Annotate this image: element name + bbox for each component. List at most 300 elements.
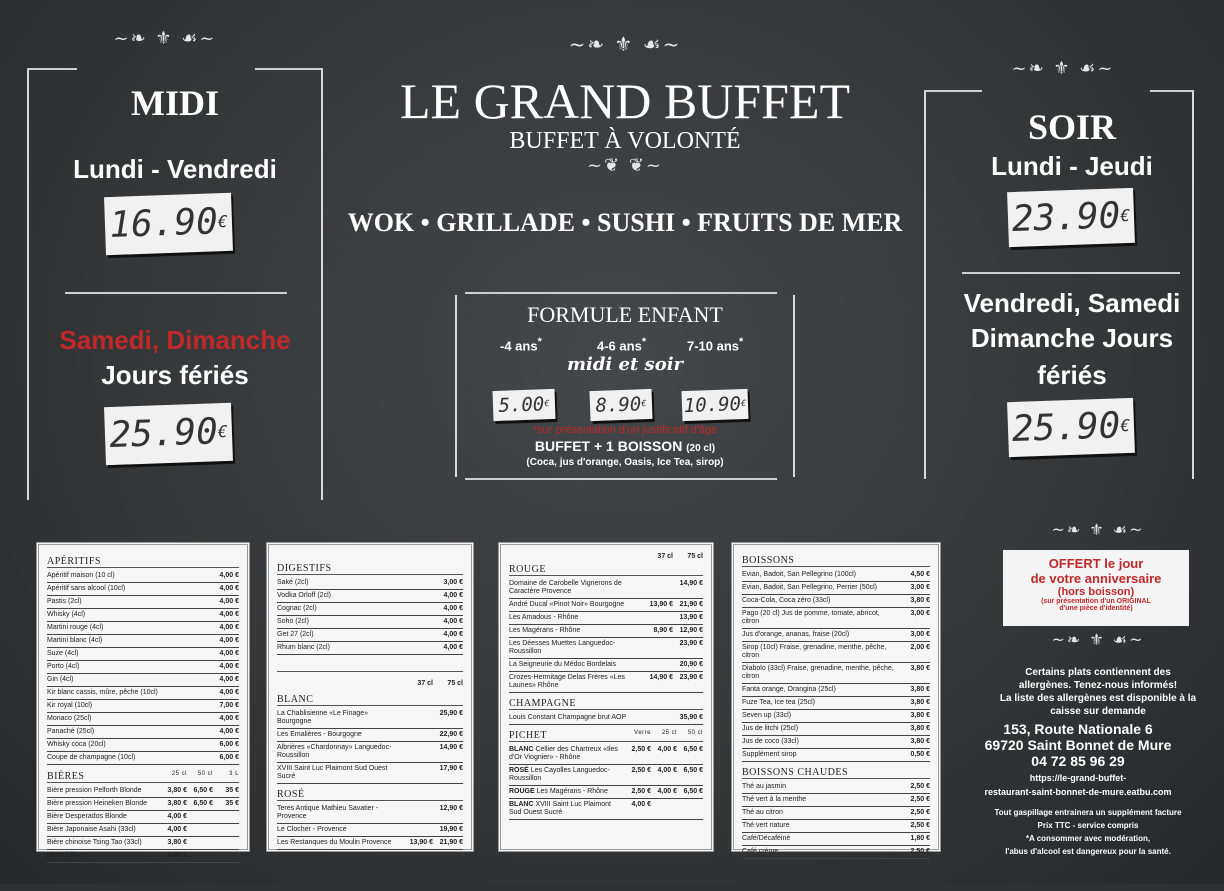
menu-row — [47, 583, 239, 596]
item-price-small: 8,90 € — [653, 627, 673, 634]
item-price: 4,00 € — [219, 637, 239, 644]
menu-row — [509, 712, 703, 725]
item-name: Martini rouge (4cl) — [47, 624, 104, 631]
item-name: Café crème — [742, 848, 779, 855]
item-desc: Les Cayolles Languedoc-Roussillon — [509, 767, 610, 782]
item-name: Get 27 (2cl) — [277, 631, 314, 638]
allergen-line: allergènes. Tenez-nous informés! — [1018, 680, 1178, 691]
menu-row — [509, 765, 703, 786]
item-name: Evian, Badoit, San Pellegrino (100cl) — [742, 571, 857, 578]
menu-row — [742, 749, 930, 762]
birthday-line2: de votre anniversaire — [1030, 571, 1162, 586]
item-price: 4,00 € — [443, 644, 463, 651]
midi-weekday-price: 16.90€ — [104, 193, 233, 255]
item-name: Café/Décaféiné — [742, 835, 791, 842]
item-price: 2,50 € — [910, 783, 930, 790]
menu-row — [47, 609, 239, 622]
item-name: Saké (2cl) — [277, 579, 309, 586]
bieres-list — [47, 785, 239, 863]
section-title: BOISSONS CHAUDES — [742, 765, 930, 779]
url-line: https://le-grand-buffet- — [1029, 773, 1127, 783]
menu-row — [277, 590, 463, 603]
item-price: 3,00 € — [443, 579, 463, 586]
item-name: Seven up (33cl) — [742, 712, 792, 719]
item-name: Fanta orange, Orangina (25cl) — [742, 686, 836, 693]
item-price: 3,80 € — [910, 699, 930, 706]
item-name: Les Amadous - Rhône — [509, 614, 579, 621]
card-digestifs — [266, 542, 474, 852]
enfant-title: FORMULE ENFANT — [527, 302, 723, 327]
item-price-verre: 4,00 € — [631, 801, 651, 808]
item-desc: XVIII Saint Luc Plaimont Sud Ouest Sucré — [509, 801, 611, 816]
item-name: Bière chinoise Tsing Tao (33cl) — [47, 839, 142, 846]
item-price-large: 14,90 € — [679, 580, 703, 587]
item-price: 3,80 € — [910, 725, 930, 732]
menu-row — [742, 629, 930, 642]
ornament-under-title: ~❦ ❦~ — [586, 155, 664, 176]
menu-row — [509, 578, 703, 599]
menu-row — [277, 803, 463, 824]
item-name: Les Restanques du Moulin Provence — [277, 839, 392, 846]
item-price-25cl: 4,00 € — [167, 826, 187, 833]
birthday-line1: OFFERT le jour — [1048, 556, 1144, 571]
menu-row — [277, 642, 463, 655]
item-price-25cl: 3,80 € — [167, 787, 187, 794]
item-name: Bière pression Heineken Blonde — [47, 800, 148, 807]
menu-row — [509, 625, 703, 638]
divider — [27, 68, 77, 70]
item-price-large: 14,90 € — [439, 744, 463, 751]
item-price: 3,00 € — [910, 584, 930, 591]
menu-row — [277, 729, 463, 742]
item-name: André Ducal «Pinot Noir» Bourgogne — [509, 601, 625, 608]
item-price: 4,00 € — [443, 592, 463, 599]
item-name: Coca-Cola, Coca zéro (33cl) — [742, 597, 831, 604]
item-name — [509, 746, 625, 762]
item-price-large: 22,90 € — [439, 731, 463, 738]
restaurant-title: LE GRAND BUFFET — [399, 73, 851, 129]
menu-row — [47, 726, 239, 739]
item-name: Martini blanc (4cl) — [47, 637, 103, 644]
enfant-script: midi et soir — [566, 354, 684, 375]
menu-row — [509, 599, 703, 612]
item-name: Diabolo (33cl) Fraise, grenadine, menthe, pêche, citron — [742, 665, 894, 680]
item-name: Bière pression Pelforth Blonde — [47, 787, 142, 794]
menu-row — [47, 687, 239, 700]
phone-number[interactable]: 04 72 85 96 29 — [1031, 753, 1125, 769]
item-desc: Cellier des Chartreux «Iles d'Or Viognier» - Rhône — [509, 746, 618, 761]
menu-row — [47, 850, 239, 863]
address-line1: 153, Route Nationale 6 — [1003, 721, 1153, 737]
item-name: Suze (4cl) — [47, 650, 79, 657]
allergen-info — [978, 666, 1218, 718]
ornament-birthday-bottom: ~❧ ⚜ ☙~ — [1051, 630, 1145, 649]
item-name: Cognac (2cl) — [277, 605, 317, 612]
soir-weekend-label-1: Vendredi, Samedi — [963, 288, 1181, 318]
menu-row — [742, 642, 930, 663]
menu-row — [47, 785, 239, 798]
item-name: Albrières «Chardonnay» Languedoc-Roussillon — [277, 744, 392, 759]
enfant-drinks: (Coca, jus d'orange, Oasis, Ice Tea, sirop) — [526, 457, 724, 468]
item-name: Coupe de champagne (10cl) — [47, 754, 136, 761]
item-desc: Les Magérans - Rhône — [536, 788, 608, 795]
item-price-3l: 35 € — [225, 800, 239, 807]
enfant-price3: 10.90€ — [681, 389, 748, 421]
item-name: Apéritif sans alcool (10cl) — [47, 585, 126, 592]
divider — [277, 671, 463, 672]
menu-row — [742, 723, 930, 736]
item-name — [509, 788, 625, 796]
divider — [465, 478, 777, 480]
footer-notes — [978, 806, 1198, 858]
item-price-50cl: 6,50 € — [683, 767, 703, 774]
item-price: 4,00 € — [219, 650, 239, 657]
menu-row — [277, 763, 463, 784]
item-name: Thé au citron — [742, 809, 783, 816]
website-link[interactable] — [978, 771, 1178, 799]
ornament-soir: ~❧ ⚜ ☙~ — [1011, 58, 1115, 79]
item-name: Thé au jasmin — [742, 783, 786, 790]
item-name: Evian, Badoit, San Pellegrino, Perrier (50cl) — [742, 584, 878, 591]
menu-row — [509, 612, 703, 625]
item-price-50cl: 6,50 € — [683, 788, 703, 795]
item-name: Kir blanc cassis, mûre, pêche (10cl) — [47, 689, 158, 696]
item-price: 3,80 € — [910, 665, 930, 672]
menu-row — [47, 752, 239, 765]
menu-row — [47, 798, 239, 811]
allergen-line: La liste des allergènes est disponible à la — [999, 693, 1197, 704]
item-name: Rhum blanc (2cl) — [277, 644, 330, 651]
section-title: DIGESTIFS — [277, 561, 463, 575]
item-price: 2,50 € — [910, 848, 930, 855]
divider — [962, 272, 1180, 274]
soir-title: SOIR — [1027, 107, 1117, 147]
item-name: Picon bière — [47, 852, 83, 859]
item-price-small: 13,90 € — [649, 601, 673, 608]
waste-note: Tout gaspillage entrainera un supplément facture — [994, 808, 1182, 817]
blanc-list — [277, 708, 463, 784]
item-price-small: 14,90 € — [649, 674, 673, 681]
ornament-birthday-top: ~❧ ⚜ ☙~ — [1051, 520, 1145, 539]
section-title: CHAMPAGNE — [509, 696, 703, 710]
item-type: ROSÉ — [509, 767, 529, 774]
item-price-verre: 2,50 € — [631, 788, 651, 795]
ornament-midi: ~❧ ⚜ ☙~ — [113, 28, 217, 49]
item-price: 1,80 € — [910, 835, 930, 842]
item-price: 3,80 € — [910, 712, 930, 719]
midi-holiday-label: Jours fériés — [101, 360, 249, 390]
item-name: XVIII Saint Luc Plaimont Sud Ouest Sucré — [277, 765, 388, 780]
blanc-col-headers: 37 cl 75 cl — [417, 680, 463, 687]
item-type: ROUGE — [509, 788, 535, 795]
section-title: APÉRITIFS — [47, 554, 239, 568]
restaurant-subtitle: BUFFET À VOLONTÉ — [509, 128, 741, 154]
item-price: 4,00 € — [219, 611, 239, 618]
item-name: Porto (4cl) — [47, 663, 80, 670]
item-price: 4,00 € — [219, 689, 239, 696]
item-name: Whisky coca (20cl) — [47, 741, 106, 748]
item-price-25cl: 3,80 € — [167, 839, 187, 846]
item-name: Domaine de Carobelle Vignerons de Caractère Provence — [509, 580, 622, 595]
section-title: BLANC — [277, 692, 463, 706]
menu-row — [47, 824, 239, 837]
item-price: 2,50 € — [910, 822, 930, 829]
menu-row — [509, 786, 703, 799]
item-price-25cl: 4,00 € — [657, 746, 677, 753]
item-price: 3,80 € — [910, 686, 930, 693]
item-price: 4,00 € — [443, 618, 463, 625]
menu-row — [742, 684, 930, 697]
card-boissons — [731, 542, 941, 855]
soir-weekend-price: 25.90€ — [1007, 398, 1135, 457]
item-name: Jus d'orange, ananas, fraise (20cl) — [742, 631, 850, 638]
item-name: Pago (20 cl) Jus de pomme, tomate, abricot, citron — [742, 610, 880, 625]
menu-row — [277, 824, 463, 837]
boissons-list — [742, 569, 930, 762]
soir-weekend-label-3: fériés — [1037, 360, 1107, 390]
enfant-age1: -4 ans* — [500, 336, 542, 354]
birthday-line3: (hors boisson) — [1057, 586, 1135, 598]
midi-title: MIDI — [131, 83, 219, 123]
item-price: 4,50 € — [910, 571, 930, 578]
ttc-note: Prix TTC - service compris — [1037, 821, 1139, 830]
item-name: Les Emalières - Bourgogne — [277, 731, 362, 738]
menu-row — [47, 739, 239, 752]
enfant-offer: BUFFET + 1 BOISSON (20 cl) — [534, 438, 716, 454]
section-title: PICHET Verre 25 cl 50 cl — [509, 730, 703, 741]
soir-weekend-label-2: Dimanche Jours — [970, 323, 1174, 353]
midi-weekend-price: 25.90€ — [104, 403, 233, 465]
item-price-large: 23,90 € — [679, 640, 703, 647]
menu-row — [742, 846, 930, 859]
menu-row — [47, 837, 239, 850]
item-price: 4,00 € — [443, 631, 463, 638]
item-name: Gin (4cl) — [47, 676, 74, 683]
section-title: ROSÉ — [277, 787, 463, 801]
item-name: Thé vert nature — [742, 822, 790, 829]
item-price: 4,00 € — [219, 585, 239, 592]
menu-row — [47, 700, 239, 713]
menu-row — [509, 638, 703, 659]
menu-row — [277, 837, 463, 850]
item-name: Monaco (25cl) — [47, 715, 92, 722]
item-price-small: 13,90 € — [409, 839, 433, 846]
item-price-50cl: 6,50 € — [193, 787, 213, 794]
item-price-large: 21,90 € — [679, 601, 703, 608]
divider — [255, 68, 323, 70]
item-name: Bière Japonaise Asahi (33cl) — [47, 826, 136, 833]
item-price-large: 19,90 € — [439, 826, 463, 833]
menu-row — [509, 672, 703, 693]
item-price-verre: 2,50 € — [631, 746, 651, 753]
menu-row — [742, 663, 930, 684]
item-price: 4,00 € — [219, 624, 239, 631]
menu-row — [742, 710, 930, 723]
cuisine-list: WOK • GRILLADE • SUSHI • FRUITS DE MER — [347, 208, 903, 237]
enfant-age3: 7-10 ans* — [687, 336, 744, 354]
item-name: Supplément sirop — [742, 751, 797, 758]
item-name: La Seigneurie du Médoc Bordelais — [509, 661, 617, 668]
menu-row — [277, 629, 463, 642]
item-price-large: 23,90 € — [679, 674, 703, 681]
item-name: Thé vert à la menthe — [742, 796, 807, 803]
soir-weekday-price: 23.90€ — [1007, 188, 1135, 247]
alcohol-note: l'abus d'alcool est dangereux pour la santé. — [1005, 847, 1171, 856]
menu-row — [742, 833, 930, 846]
item-price-large: 17,90 € — [439, 765, 463, 772]
item-price-25cl: 3,80 € — [167, 800, 187, 807]
menu-row — [47, 661, 239, 674]
menu-row — [742, 794, 930, 807]
item-name: Vodka Orloff (2cl) — [277, 592, 331, 599]
menu-row — [509, 799, 703, 820]
menu-row — [47, 648, 239, 661]
item-name: Pastis (2cl) — [47, 598, 82, 605]
item-price: 4,00 € — [219, 663, 239, 670]
menu-row — [509, 744, 703, 765]
menu-row — [742, 569, 930, 582]
item-price: 6,00 € — [219, 741, 239, 748]
item-price: 4,00 € — [219, 728, 239, 735]
item-price-large: 35,90 € — [679, 714, 703, 721]
divider — [65, 292, 287, 294]
item-name: Les Magérans - Rhône — [509, 627, 581, 634]
section-title: BIÈRES 25 cl 50 cl 3 L — [47, 771, 239, 782]
item-name: Whisky (4cl) — [47, 611, 86, 618]
enfant-price1: 5.00€ — [492, 389, 555, 421]
birthday-box — [1003, 550, 1189, 626]
item-price-large: 12,90 € — [439, 805, 463, 812]
item-price-25cl: 4,00 € — [167, 813, 187, 820]
divider — [924, 90, 982, 92]
item-type: BLANC — [509, 801, 534, 808]
rouge-col-headers: 37 cl 75 cl — [657, 553, 703, 560]
allergen-line: Certains plats contiennent des — [1025, 667, 1171, 678]
item-name: Panaché (25cl) — [47, 728, 95, 735]
moderation-note: *A consommer avec modération, — [1025, 834, 1151, 843]
soir-weekday-label: Lundi - Jeudi — [991, 151, 1153, 181]
menu-row — [742, 697, 930, 710]
item-price: 2,00 € — [910, 644, 930, 651]
card-rouge — [498, 542, 714, 852]
address-line2: 69720 Saint Bonnet de Mure — [984, 737, 1172, 753]
item-price: 7,00 € — [219, 702, 239, 709]
enfant-age2: 4-6 ans* — [597, 336, 647, 354]
item-price: 4,00 € — [219, 715, 239, 722]
item-price: 4,00 € — [443, 605, 463, 612]
item-price: 4,00 € — [219, 598, 239, 605]
card-aperitifs — [36, 542, 250, 859]
item-name: Sirop (10cl) Fraise, grenadine, menthe, pêche, citron — [742, 644, 887, 659]
item-price-large: 25,90 € — [439, 710, 463, 717]
item-name — [509, 767, 625, 783]
item-name: Kir royal (10cl) — [47, 702, 93, 709]
rose-list — [277, 803, 463, 850]
menu-row — [277, 577, 463, 590]
address — [978, 721, 1178, 769]
menu-row — [742, 781, 930, 794]
item-name: La Chablisienne «Le Finage» Bourgogne — [277, 710, 369, 725]
item-name: Jus de coco (33cl) — [742, 738, 799, 745]
section-title: ROUGE — [509, 562, 703, 576]
aperitifs-list — [47, 570, 239, 765]
item-price: 3,00 € — [910, 610, 930, 617]
menu-row — [277, 708, 463, 729]
menu-row — [742, 820, 930, 833]
menu-row — [47, 713, 239, 726]
menu-row — [509, 659, 703, 672]
item-name: Louis Constant Champagne brut AOP — [509, 714, 627, 721]
item-name: Crozes-Hermitage Delas Frères «Les Launes» Rhône — [509, 674, 625, 689]
item-price: 3,80 € — [910, 597, 930, 604]
item-price-50cl: 6,50 € — [683, 746, 703, 753]
item-price-large: 13,90 € — [679, 614, 703, 621]
item-name: Bière Desperados Blonde — [47, 813, 127, 820]
boissons-chaudes-list — [742, 781, 930, 859]
item-price-25cl: 4,00 € — [657, 788, 677, 795]
item-price-large: 20,90 € — [679, 661, 703, 668]
menu-row — [742, 595, 930, 608]
birthday-line5: d'une pièce d'identité) — [1059, 605, 1133, 612]
allergen-line: caisse sur demande — [1050, 706, 1146, 717]
enfant-price2: 8.90€ — [589, 389, 652, 421]
item-type: BLANC — [509, 746, 534, 753]
item-price: 0,50 € — [910, 751, 930, 758]
divider — [1150, 90, 1194, 92]
menu-row — [742, 608, 930, 629]
rouge-list — [509, 578, 703, 693]
birthday-line4: (sur présentation d'un ORIGINAL — [1041, 598, 1151, 605]
menu-row — [742, 582, 930, 595]
menu-row — [742, 736, 930, 749]
item-price-50cl: 6,50 € — [193, 800, 213, 807]
ornament-top: ~❧ ⚜ ☙~ — [568, 32, 682, 56]
item-price-verre: 2,50 € — [631, 767, 651, 774]
item-name: Teres Antique Mathieu Savatier - Provence — [277, 805, 379, 820]
menu-row — [47, 811, 239, 824]
url-line: restaurant-saint-bonnet-de-mure.eatbu.com — [984, 787, 1172, 797]
item-name: Jus de litchi (25cl) — [742, 725, 799, 732]
item-name: Fuze Tea, Ice tea (25cl) — [742, 699, 816, 706]
item-price: 2,50 € — [910, 809, 930, 816]
item-price: 4,00 € — [219, 572, 239, 579]
divider — [465, 292, 777, 294]
item-price: 4,00 € — [219, 676, 239, 683]
pichet-list — [509, 744, 703, 820]
item-price: 3,80 € — [910, 738, 930, 745]
item-name: Le Clocher - Provence — [277, 826, 347, 833]
item-price-25cl: 4,00 € — [657, 767, 677, 774]
item-price: 3,00 € — [910, 631, 930, 638]
menu-row — [277, 616, 463, 629]
midi-weekend-label: Samedi, Dimanche — [59, 325, 291, 355]
digestifs-list — [277, 577, 463, 655]
item-price: 6,00 € — [219, 754, 239, 761]
midi-weekday-label: Lundi - Vendredi — [73, 154, 277, 184]
item-name — [509, 801, 625, 817]
item-name: Apéritif maison (10 cl) — [47, 572, 115, 579]
menu-row — [277, 603, 463, 616]
menu-row — [47, 622, 239, 635]
menu-row — [742, 807, 930, 820]
item-price-3l: 35 € — [225, 787, 239, 794]
menu-row — [47, 596, 239, 609]
menu-row — [47, 570, 239, 583]
item-price-large: 21,90 € — [439, 839, 463, 846]
item-price: 2,50 € — [910, 796, 930, 803]
enfant-note: *sur présentation d'un justificatif d'âge — [532, 424, 718, 436]
item-price-large: 12,90 € — [679, 627, 703, 634]
